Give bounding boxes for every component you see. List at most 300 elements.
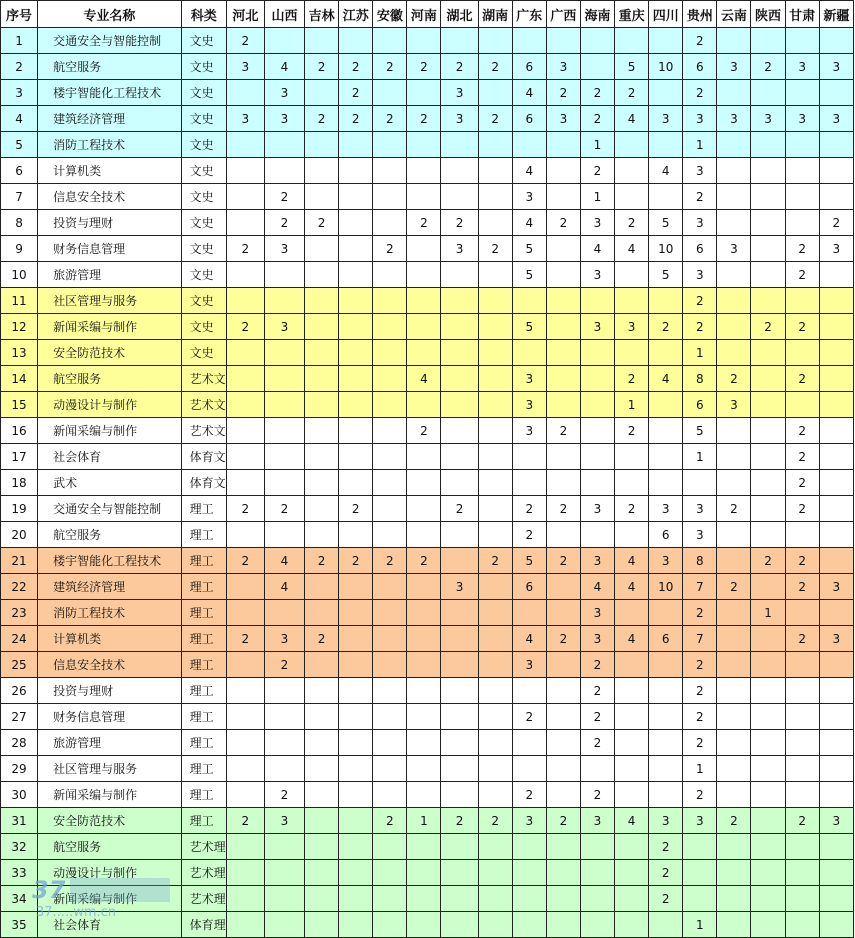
quota-cell bbox=[339, 392, 373, 418]
quota-cell bbox=[819, 782, 853, 808]
quota-cell bbox=[819, 860, 853, 886]
quota-cell bbox=[615, 860, 649, 886]
category-cell: 理工 bbox=[181, 782, 226, 808]
column-header: 专业名称 bbox=[38, 1, 182, 28]
quota-cell: 5 bbox=[649, 262, 683, 288]
quota-cell bbox=[546, 886, 580, 912]
table-row bbox=[1, 808, 854, 834]
quota-cell bbox=[407, 600, 441, 626]
quota-cell: 2 bbox=[373, 548, 407, 574]
row-number-cell: 25 bbox=[1, 652, 38, 678]
quota-cell bbox=[751, 678, 785, 704]
quota-cell: 3 bbox=[819, 808, 853, 834]
row-number-cell: 4 bbox=[1, 106, 38, 132]
quota-cell: 3 bbox=[717, 54, 751, 80]
quota-cell bbox=[717, 158, 751, 184]
quota-cell bbox=[373, 834, 407, 860]
category-cell: 理工 bbox=[181, 522, 226, 548]
quota-cell bbox=[512, 444, 546, 470]
quota-cell bbox=[339, 834, 373, 860]
quota-cell bbox=[373, 652, 407, 678]
row-number-cell: 11 bbox=[1, 288, 38, 314]
row-number-cell: 12 bbox=[1, 314, 38, 340]
quota-cell bbox=[339, 652, 373, 678]
category-cell: 文史 bbox=[181, 54, 226, 80]
quota-cell bbox=[478, 418, 512, 444]
category-cell: 文史 bbox=[181, 210, 226, 236]
quota-cell bbox=[373, 28, 407, 54]
table-row bbox=[1, 522, 854, 548]
quota-cell bbox=[819, 912, 853, 938]
quota-cell bbox=[407, 678, 441, 704]
quota-cell bbox=[819, 548, 853, 574]
quota-cell: 2 bbox=[373, 236, 407, 262]
quota-cell bbox=[785, 210, 819, 236]
table-row bbox=[1, 834, 854, 860]
quota-cell: 2 bbox=[407, 210, 441, 236]
quota-cell bbox=[649, 288, 683, 314]
quota-cell: 2 bbox=[580, 158, 614, 184]
quota-cell bbox=[305, 756, 339, 782]
table-row bbox=[1, 314, 854, 340]
major-name-cell: 航空服务 bbox=[38, 834, 182, 860]
quota-cell: 1 bbox=[683, 444, 717, 470]
category-cell: 理工 bbox=[181, 548, 226, 574]
quota-cell: 3 bbox=[546, 54, 580, 80]
table-row bbox=[1, 600, 854, 626]
quota-cell: 2 bbox=[683, 314, 717, 340]
quota-cell bbox=[751, 860, 785, 886]
quota-cell bbox=[717, 340, 751, 366]
quota-cell bbox=[717, 470, 751, 496]
major-name-cell: 旅游管理 bbox=[38, 730, 182, 756]
quota-cell bbox=[373, 756, 407, 782]
quota-cell bbox=[373, 184, 407, 210]
quota-cell: 10 bbox=[649, 54, 683, 80]
quota-cell: 3 bbox=[264, 808, 304, 834]
quota-cell: 6 bbox=[512, 106, 546, 132]
quota-cell: 1 bbox=[615, 392, 649, 418]
quota-cell: 3 bbox=[441, 236, 478, 262]
row-number-cell: 30 bbox=[1, 782, 38, 808]
major-name-cell: 楼宇智能化工程技术 bbox=[38, 80, 182, 106]
quota-cell bbox=[305, 704, 339, 730]
quota-cell bbox=[785, 652, 819, 678]
quota-cell bbox=[683, 886, 717, 912]
quota-cell bbox=[717, 912, 751, 938]
quota-cell bbox=[305, 730, 339, 756]
quota-cell bbox=[649, 912, 683, 938]
major-name-cell: 安全防范技术 bbox=[38, 340, 182, 366]
quota-cell bbox=[339, 886, 373, 912]
quota-cell: 3 bbox=[580, 600, 614, 626]
quota-cell bbox=[751, 184, 785, 210]
row-number-cell: 31 bbox=[1, 808, 38, 834]
quota-cell bbox=[226, 782, 264, 808]
quota-cell bbox=[512, 470, 546, 496]
quota-cell: 3 bbox=[264, 80, 304, 106]
table-row bbox=[1, 860, 854, 886]
quota-cell bbox=[615, 184, 649, 210]
table-row bbox=[1, 132, 854, 158]
quota-cell: 1 bbox=[751, 600, 785, 626]
row-number-cell: 10 bbox=[1, 262, 38, 288]
quota-cell bbox=[407, 704, 441, 730]
quota-cell: 2 bbox=[226, 808, 264, 834]
quota-cell bbox=[373, 912, 407, 938]
quota-cell bbox=[407, 340, 441, 366]
table-row bbox=[1, 106, 854, 132]
quota-cell bbox=[373, 392, 407, 418]
quota-cell bbox=[478, 574, 512, 600]
quota-cell bbox=[580, 28, 614, 54]
quota-cell bbox=[441, 600, 478, 626]
quota-cell bbox=[546, 730, 580, 756]
quota-cell: 1 bbox=[683, 132, 717, 158]
table-row bbox=[1, 782, 854, 808]
quota-cell bbox=[339, 184, 373, 210]
quota-cell bbox=[407, 834, 441, 860]
quota-cell: 4 bbox=[512, 626, 546, 652]
quota-cell: 2 bbox=[305, 626, 339, 652]
quota-cell bbox=[546, 470, 580, 496]
category-cell: 文史 bbox=[181, 236, 226, 262]
quota-cell bbox=[615, 288, 649, 314]
column-header: 广东 bbox=[512, 1, 546, 28]
quota-cell bbox=[305, 288, 339, 314]
quota-cell bbox=[441, 288, 478, 314]
quota-cell: 4 bbox=[407, 366, 441, 392]
quota-cell bbox=[512, 132, 546, 158]
quota-cell bbox=[785, 912, 819, 938]
quota-cell bbox=[751, 28, 785, 54]
quota-cell bbox=[512, 28, 546, 54]
table-row bbox=[1, 704, 854, 730]
quota-cell: 2 bbox=[441, 496, 478, 522]
quota-cell bbox=[305, 522, 339, 548]
quota-cell bbox=[580, 834, 614, 860]
quota-cell bbox=[819, 444, 853, 470]
quota-cell bbox=[305, 28, 339, 54]
quota-cell: 3 bbox=[264, 314, 304, 340]
quota-cell: 3 bbox=[580, 262, 614, 288]
quota-cell: 4 bbox=[615, 574, 649, 600]
quota-cell: 3 bbox=[264, 236, 304, 262]
quota-cell: 2 bbox=[546, 80, 580, 106]
table-row bbox=[1, 392, 854, 418]
major-name-cell: 航空服务 bbox=[38, 366, 182, 392]
quota-cell bbox=[615, 522, 649, 548]
category-cell: 理工 bbox=[181, 730, 226, 756]
quota-cell bbox=[264, 860, 304, 886]
quota-cell: 4 bbox=[264, 54, 304, 80]
row-number-cell: 24 bbox=[1, 626, 38, 652]
quota-cell: 6 bbox=[649, 522, 683, 548]
quota-cell bbox=[819, 730, 853, 756]
quota-cell bbox=[683, 470, 717, 496]
column-header: 云南 bbox=[717, 1, 751, 28]
quota-cell bbox=[785, 522, 819, 548]
quota-cell bbox=[264, 470, 304, 496]
column-header: 河北 bbox=[226, 1, 264, 28]
quota-cell bbox=[580, 860, 614, 886]
quota-cell bbox=[751, 756, 785, 782]
quota-cell: 2 bbox=[717, 574, 751, 600]
quota-cell bbox=[546, 678, 580, 704]
table-body bbox=[1, 28, 854, 938]
quota-cell bbox=[373, 730, 407, 756]
quota-cell bbox=[373, 210, 407, 236]
column-header: 山西 bbox=[264, 1, 304, 28]
quota-cell bbox=[226, 418, 264, 444]
quota-cell: 2 bbox=[785, 626, 819, 652]
quota-cell bbox=[615, 444, 649, 470]
column-header: 河南 bbox=[407, 1, 441, 28]
quota-cell bbox=[373, 886, 407, 912]
quota-cell bbox=[305, 834, 339, 860]
quota-cell bbox=[478, 392, 512, 418]
major-name-cell: 新闻采编与制作 bbox=[38, 314, 182, 340]
quota-cell bbox=[441, 392, 478, 418]
quota-cell: 1 bbox=[683, 912, 717, 938]
quota-cell bbox=[305, 782, 339, 808]
quota-cell bbox=[407, 184, 441, 210]
quota-cell bbox=[649, 730, 683, 756]
quota-cell bbox=[305, 392, 339, 418]
quota-cell: 3 bbox=[512, 808, 546, 834]
quota-cell bbox=[751, 418, 785, 444]
quota-cell bbox=[305, 184, 339, 210]
quota-cell bbox=[305, 340, 339, 366]
quota-cell bbox=[441, 886, 478, 912]
table-row bbox=[1, 418, 854, 444]
quota-cell bbox=[512, 730, 546, 756]
quota-cell bbox=[407, 496, 441, 522]
quota-cell bbox=[478, 522, 512, 548]
quota-cell bbox=[649, 184, 683, 210]
table-row bbox=[1, 262, 854, 288]
quota-cell bbox=[478, 600, 512, 626]
table-row bbox=[1, 184, 854, 210]
quota-cell bbox=[339, 470, 373, 496]
quota-cell: 4 bbox=[615, 548, 649, 574]
quota-cell bbox=[785, 158, 819, 184]
quota-cell bbox=[373, 496, 407, 522]
quota-cell bbox=[305, 678, 339, 704]
quota-cell bbox=[751, 80, 785, 106]
quota-cell: 4 bbox=[615, 808, 649, 834]
quota-cell bbox=[373, 366, 407, 392]
quota-cell: 2 bbox=[785, 366, 819, 392]
quota-cell bbox=[819, 678, 853, 704]
quota-cell: 2 bbox=[683, 730, 717, 756]
quota-cell: 2 bbox=[580, 704, 614, 730]
row-number-cell: 33 bbox=[1, 860, 38, 886]
quota-cell: 2 bbox=[407, 54, 441, 80]
quota-cell bbox=[649, 704, 683, 730]
quota-cell: 3 bbox=[683, 106, 717, 132]
quota-cell bbox=[305, 132, 339, 158]
quota-cell: 7 bbox=[683, 574, 717, 600]
quota-cell bbox=[407, 288, 441, 314]
row-number-cell: 9 bbox=[1, 236, 38, 262]
quota-cell bbox=[264, 704, 304, 730]
quota-cell bbox=[478, 756, 512, 782]
quota-cell: 2 bbox=[785, 236, 819, 262]
quota-cell bbox=[226, 652, 264, 678]
table-row bbox=[1, 730, 854, 756]
quota-cell bbox=[751, 782, 785, 808]
major-name-cell: 财务信息管理 bbox=[38, 704, 182, 730]
quota-cell bbox=[373, 314, 407, 340]
quota-cell bbox=[407, 262, 441, 288]
quota-cell bbox=[819, 470, 853, 496]
row-number-cell: 19 bbox=[1, 496, 38, 522]
quota-cell: 2 bbox=[478, 106, 512, 132]
quota-cell bbox=[683, 834, 717, 860]
quota-cell bbox=[339, 704, 373, 730]
quota-cell: 2 bbox=[546, 210, 580, 236]
quota-cell: 4 bbox=[649, 366, 683, 392]
quota-cell bbox=[649, 756, 683, 782]
table-row bbox=[1, 54, 854, 80]
quota-cell bbox=[785, 834, 819, 860]
quota-cell bbox=[305, 808, 339, 834]
quota-cell: 2 bbox=[441, 210, 478, 236]
quota-cell bbox=[717, 886, 751, 912]
quota-cell bbox=[717, 652, 751, 678]
quota-cell: 3 bbox=[580, 548, 614, 574]
quota-cell: 2 bbox=[512, 704, 546, 730]
quota-cell: 2 bbox=[683, 652, 717, 678]
quota-cell bbox=[478, 158, 512, 184]
quota-cell bbox=[407, 886, 441, 912]
quota-cell bbox=[580, 444, 614, 470]
quota-cell bbox=[819, 600, 853, 626]
quota-cell bbox=[615, 132, 649, 158]
quota-cell: 5 bbox=[512, 236, 546, 262]
quota-cell bbox=[717, 860, 751, 886]
quota-cell bbox=[546, 314, 580, 340]
major-name-cell: 新闻采编与制作 bbox=[38, 418, 182, 444]
major-name-cell: 武术 bbox=[38, 470, 182, 496]
quota-cell: 3 bbox=[785, 54, 819, 80]
column-header: 甘肃 bbox=[785, 1, 819, 28]
quota-cell bbox=[226, 704, 264, 730]
quota-cell bbox=[512, 860, 546, 886]
table-row bbox=[1, 366, 854, 392]
quota-cell: 3 bbox=[683, 210, 717, 236]
quota-cell: 2 bbox=[580, 106, 614, 132]
quota-cell: 2 bbox=[649, 860, 683, 886]
quota-cell bbox=[649, 28, 683, 54]
quota-cell: 3 bbox=[580, 808, 614, 834]
quota-cell: 3 bbox=[512, 366, 546, 392]
quota-cell bbox=[580, 366, 614, 392]
quota-cell: 2 bbox=[546, 808, 580, 834]
column-header: 陕西 bbox=[751, 1, 785, 28]
quota-cell bbox=[580, 470, 614, 496]
row-number-cell: 22 bbox=[1, 574, 38, 600]
quota-cell bbox=[478, 132, 512, 158]
quota-cell: 2 bbox=[441, 808, 478, 834]
quota-cell bbox=[751, 392, 785, 418]
quota-cell bbox=[478, 678, 512, 704]
quota-cell bbox=[683, 860, 717, 886]
quota-cell bbox=[615, 912, 649, 938]
quota-cell bbox=[717, 678, 751, 704]
quota-cell: 2 bbox=[785, 574, 819, 600]
quota-cell bbox=[546, 574, 580, 600]
quota-cell bbox=[478, 782, 512, 808]
category-cell: 艺术文 bbox=[181, 392, 226, 418]
quota-cell: 2 bbox=[683, 704, 717, 730]
quota-cell bbox=[226, 80, 264, 106]
quota-cell bbox=[546, 652, 580, 678]
quota-cell bbox=[819, 392, 853, 418]
quota-cell bbox=[339, 314, 373, 340]
major-name-cell: 交通安全与智能控制 bbox=[38, 496, 182, 522]
quota-cell bbox=[615, 704, 649, 730]
table-row bbox=[1, 470, 854, 496]
quota-cell: 2 bbox=[751, 54, 785, 80]
quota-cell bbox=[264, 444, 304, 470]
quota-cell bbox=[226, 756, 264, 782]
quota-cell bbox=[478, 314, 512, 340]
quota-cell bbox=[819, 886, 853, 912]
quota-cell bbox=[478, 496, 512, 522]
quota-cell bbox=[441, 626, 478, 652]
quota-cell bbox=[751, 496, 785, 522]
quota-cell bbox=[339, 522, 373, 548]
quota-cell bbox=[407, 860, 441, 886]
quota-cell bbox=[441, 834, 478, 860]
quota-cell bbox=[751, 132, 785, 158]
quota-cell bbox=[751, 704, 785, 730]
major-name-cell: 安全防范技术 bbox=[38, 808, 182, 834]
quota-cell bbox=[717, 756, 751, 782]
quota-cell: 2 bbox=[512, 496, 546, 522]
quota-cell bbox=[751, 470, 785, 496]
quota-cell bbox=[546, 288, 580, 314]
quota-cell bbox=[478, 704, 512, 730]
quota-cell bbox=[305, 418, 339, 444]
quota-cell: 1 bbox=[407, 808, 441, 834]
quota-cell: 2 bbox=[580, 730, 614, 756]
category-cell: 文史 bbox=[181, 158, 226, 184]
major-name-cell: 财务信息管理 bbox=[38, 236, 182, 262]
quota-cell bbox=[478, 210, 512, 236]
quota-cell: 2 bbox=[751, 314, 785, 340]
quota-cell bbox=[441, 262, 478, 288]
quota-cell bbox=[785, 860, 819, 886]
quota-cell bbox=[264, 262, 304, 288]
row-number-cell: 1 bbox=[1, 28, 38, 54]
quota-cell bbox=[339, 626, 373, 652]
quota-cell: 2 bbox=[441, 54, 478, 80]
quota-cell bbox=[478, 912, 512, 938]
quota-cell: 2 bbox=[373, 106, 407, 132]
quota-cell: 3 bbox=[264, 626, 304, 652]
category-cell: 理工 bbox=[181, 756, 226, 782]
quota-cell bbox=[407, 522, 441, 548]
quota-cell: 2 bbox=[512, 782, 546, 808]
quota-cell: 5 bbox=[512, 548, 546, 574]
quota-cell bbox=[615, 834, 649, 860]
quota-cell bbox=[615, 756, 649, 782]
quota-cell: 2 bbox=[683, 288, 717, 314]
quota-cell: 3 bbox=[512, 184, 546, 210]
